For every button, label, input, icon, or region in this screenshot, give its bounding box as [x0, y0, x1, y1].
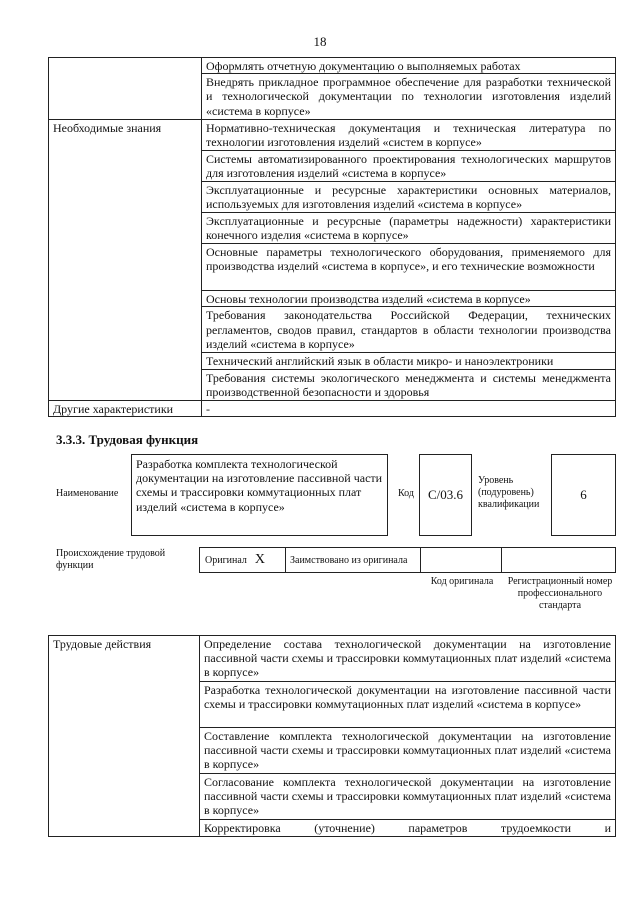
page-number: 18: [313, 34, 327, 49]
row-text: Основы технологии производства изделий «система в корпусе»: [202, 291, 616, 307]
row-text: Составление комплекта технологической документации на изготовление пассивной части схемы и трассировки коммутационных плат изделий «система в корпусе»: [200, 728, 616, 774]
original-mark: X: [254, 552, 266, 567]
origin-label: Происхождение трудовой функции: [56, 548, 166, 571]
row-text: Технический английский язык в области микро- и наноэлектроники: [202, 353, 616, 369]
table-row: [49, 400, 616, 416]
level-value-box: 6: [551, 454, 616, 536]
row-label-labor-actions: Трудовые действия: [49, 636, 200, 837]
row-label-knowledge: Необходимые знания: [49, 120, 202, 400]
row-text: Внедрять прикладное программное обеспечение для разработки технической и технологической документации по технологии изготовления изделий «система в корпусе»: [202, 74, 616, 120]
row-text: Системы автоматизированного проектирования технологических маршрутов для изготовления изделий «система в корпусе»: [202, 151, 616, 182]
row-label-other: Другие характеристики: [49, 400, 202, 416]
table-row: [49, 120, 616, 151]
code-label: Код: [398, 488, 414, 499]
code-value-box: С/03.6: [419, 454, 472, 536]
name-label: Наименование: [56, 488, 119, 499]
original-label: Оригинал: [205, 554, 247, 566]
row-text: Требования системы экологического менеджмента и системы менеджмента производственной безопасности и здоровья: [202, 369, 616, 400]
row-text: -: [202, 400, 616, 416]
row-text: Оформлять отчетную документацию о выполняемых работах: [202, 58, 616, 74]
table-row: [49, 636, 616, 682]
row-text: Требования законодательства Российской Федерации, технических регламентов, сводов правил, стандартов в области технологии производства изделий «система в корпусе»: [202, 307, 616, 353]
borrowed-label: Заимствовано из оригинала: [290, 554, 408, 566]
original-cell: [199, 547, 285, 573]
row-text: Основные параметры технологического оборудования, применяемого для производства изделий «система в корпусе», и его технические возможности: [202, 244, 616, 291]
level-label: Уровень (подуровень) квалификации: [478, 475, 540, 510]
function-name-box: Разработка комплекта технологической документации на изготовление пассивной части схемы и трассировки коммутационных плат изделий «система в корпусе»: [131, 454, 388, 536]
row-text: Определение состава технологической документации на изготовление пассивной части схемы и трассировки коммутационных плат изделий «система в корпусе»: [200, 636, 616, 682]
borrowed-cell: [285, 547, 421, 573]
row-text: Эксплуатационные и ресурсные характеристики основных материалов, используемых для изготовления изделий «система в корпусе»: [202, 182, 616, 213]
section-heading: 3.3.3. Трудовая функция: [56, 432, 199, 447]
reg-number-caption: Регистрационный номер профессионального стандарта: [507, 576, 613, 611]
code-original-caption: Код оригинала: [430, 576, 494, 587]
table-row: [49, 58, 616, 74]
row-text: Эксплуатационные и ресурсные (параметры надежности) характеристики конечного изделия «система в корпусе»: [202, 213, 616, 244]
row-text: Нормативно-техническая документация и техническая литература по технологии изготовления изделий «систем в корпусе»: [202, 120, 616, 151]
reg-number-cell: [502, 547, 616, 573]
code-original-cell: [421, 547, 502, 573]
row-text: Корректировка (уточнение) параметров трудоемкости и: [200, 820, 616, 837]
row-text: Согласование комплекта технологической документации на изготовление пассивной части схемы и трассировки коммутационных плат изделий «система в корпусе»: [200, 774, 616, 820]
skills-knowledge-table: [48, 57, 616, 417]
row-text: Разработка технологической документации на изготовление пассивной части схемы и трассировки коммутационных плат изделий «система в корпусе»: [200, 682, 616, 728]
labor-actions-table: [48, 635, 616, 837]
row-label: [49, 58, 202, 120]
